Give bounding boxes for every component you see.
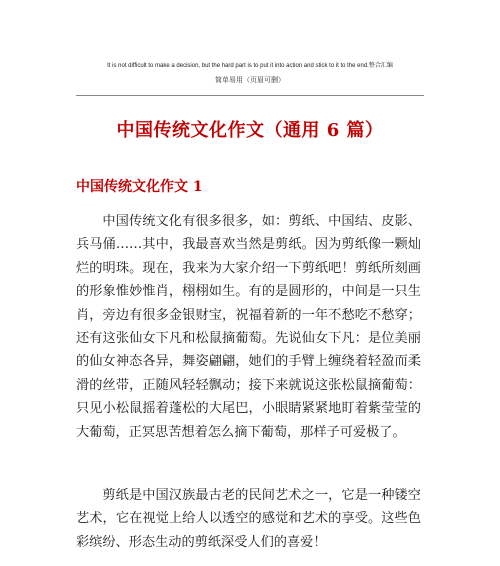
body-paragraph: 剪纸是中国汉族最古老的民间艺术之一，它是一种镂空艺术，它在视觉上给人以透空的感觉和艺术的享受。这些色彩缤纷、形态生动的剪纸深受人们的喜爱！ <box>76 488 421 550</box>
body-paragraph: 中国传统文化有很多很多，如：剪纸、中国结、皮影、兵马俑……其中，我最喜欢当然是剪纸。因为剪纸像一颗灿烂的明珠。现在，我来为大家介绍一下剪纸吧！剪纸所刻画的形象惟妙惟肖，栩栩如生。有的是圆形的，中间是一只生肖，旁边有很多金银财宝，祝福着新的一年不愁吃不愁穿；还有这张仙女下凡和松鼠摘葡萄。先说仙女下凡：是位美丽的仙女神态各异，舞姿翩翩，她们的手臂上缠绕着轻盈而柔滑的丝带，正随风轻轻飘动；接下来就说这张松鼠摘葡萄：只见小松鼠摇着蓬松的大尾巴，小眼睛紧紧地盯着紫莹莹的大葡萄，正冥思苦想着怎么摘下葡萄，那样子可爱极了。 <box>76 214 421 440</box>
document-title: 中国传统文化作文（通用 6 篇） <box>116 120 384 141</box>
header-divider <box>76 95 424 96</box>
header-chinese-note: 简单易用（页眉可删） <box>215 76 285 84</box>
section-heading: 中国传统文化作文 1 <box>76 179 203 195</box>
header-english-quote: It is not difficult to make a decision, but the hard part is to put it into action and stick to it to the end.整合汇编 <box>107 63 393 69</box>
